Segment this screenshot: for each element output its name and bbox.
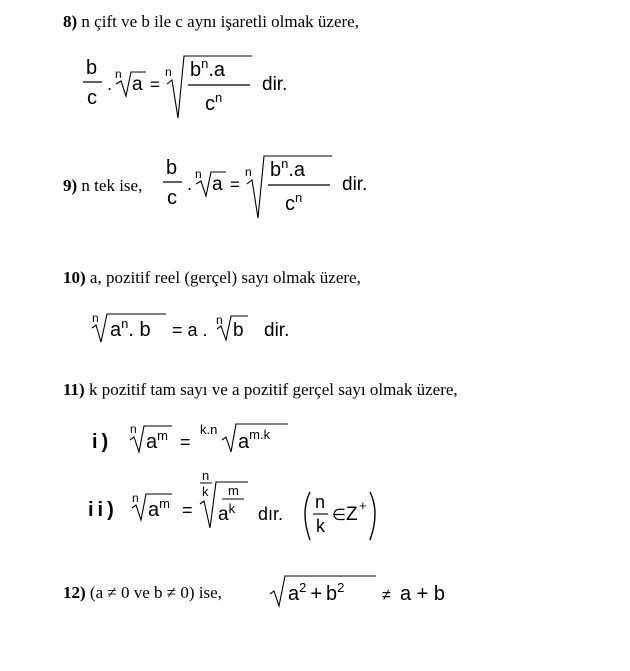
svg-text:∈: ∈ [332,507,346,524]
svg-text:am: $a^m$ [148,496,170,521]
svg-text:a2+b2: $a^2 + b^2$ [288,580,345,605]
item-number: 10) [63,268,86,287]
svg-text:n: n [195,167,202,181]
svg-text:.: . [187,174,193,194]
svg-text:n: n [92,311,99,325]
svg-text:=: = [150,75,160,94]
svg-text:dır.: dır. [258,504,284,524]
item-text: n çift ve b ile c aynı işaretli olmak üzere, [77,12,359,31]
svg-text:i): i) [92,431,113,453]
frac-c: c [87,87,97,109]
formula-8 [80,50,320,122]
formula-12 [266,570,466,612]
svg-text:bn.a: $b^n.a$ [270,156,306,181]
item-number: 11) [63,380,85,399]
frac-b: b [86,57,98,79]
item-number: 8) [63,12,78,31]
formula-9 [160,150,400,222]
svg-text:an. b: $a^n$. b [110,316,151,341]
item-text: a, pozitif reel (gerçel) sayı olmak üzere, [85,268,361,287]
item-11-statement [63,380,458,400]
item-text: (a ≠ 0 ve b ≠ 0) ise, [89,583,222,602]
svg-text:k.n: k.n [200,422,218,437]
svg-text:n: n [216,313,223,327]
svg-text:b: b [166,157,178,179]
svg-text:ak: $a^k$ [218,501,236,525]
svg-text:am: $a^m$ [146,428,168,453]
item-8-statement [63,12,359,32]
item-text: n tek ise, [77,176,143,195]
item-number: 12) [63,583,86,602]
item-12-statement [63,583,222,603]
svg-text:n: n [202,468,210,483]
svg-text:dir.: dir. [262,74,288,95]
formula-11-i [92,418,312,462]
svg-text:n: n [130,422,137,436]
svg-text:k: k [202,484,209,499]
svg-text:c: c [167,187,177,209]
svg-text:≠: ≠ [382,587,391,604]
svg-text:cn: $c^n$ [205,90,223,115]
svg-text:n: n [132,491,139,505]
svg-text:=: = [182,500,193,520]
svg-text:m: m [228,483,239,498]
svg-text:ii): ii) [88,499,118,521]
svg-text:b: b [233,320,244,341]
svg-text:=: = [180,432,191,452]
svg-text:cn: $c^n$ [285,190,303,215]
svg-text:dir.: dir. [264,320,290,341]
svg-text:bn.a: $b^n.a$ [190,56,226,81]
formula-11-ii [88,468,418,548]
svg-text:n: n [115,67,122,81]
svg-text:Z: Z [346,504,358,525]
formula-10 [88,308,318,348]
item-number: 9) [63,176,78,195]
item-9-statement [63,176,142,196]
svg-text:n: n [165,65,172,79]
svg-text:dir.: dir. [342,174,368,195]
svg-text:n: n [245,165,252,179]
svg-text:a + b: a + b [400,583,446,605]
item-10-statement [63,268,361,288]
svg-text:a: a [212,174,223,195]
svg-text:a: a [132,74,143,95]
svg-text:=: = [230,175,240,194]
item-text: k pozitif tam sayı ve a pozitif gerçel sayı olmak üzere, [84,380,458,399]
svg-text:am.k: $a^{m.k}$ [238,427,271,453]
svg-text:n: n [315,492,326,512]
svg-text:k: k [316,516,325,536]
svg-text:.: . [107,74,113,94]
svg-text:= a .: = a . [172,320,208,340]
svg-text:+: + [359,498,367,513]
